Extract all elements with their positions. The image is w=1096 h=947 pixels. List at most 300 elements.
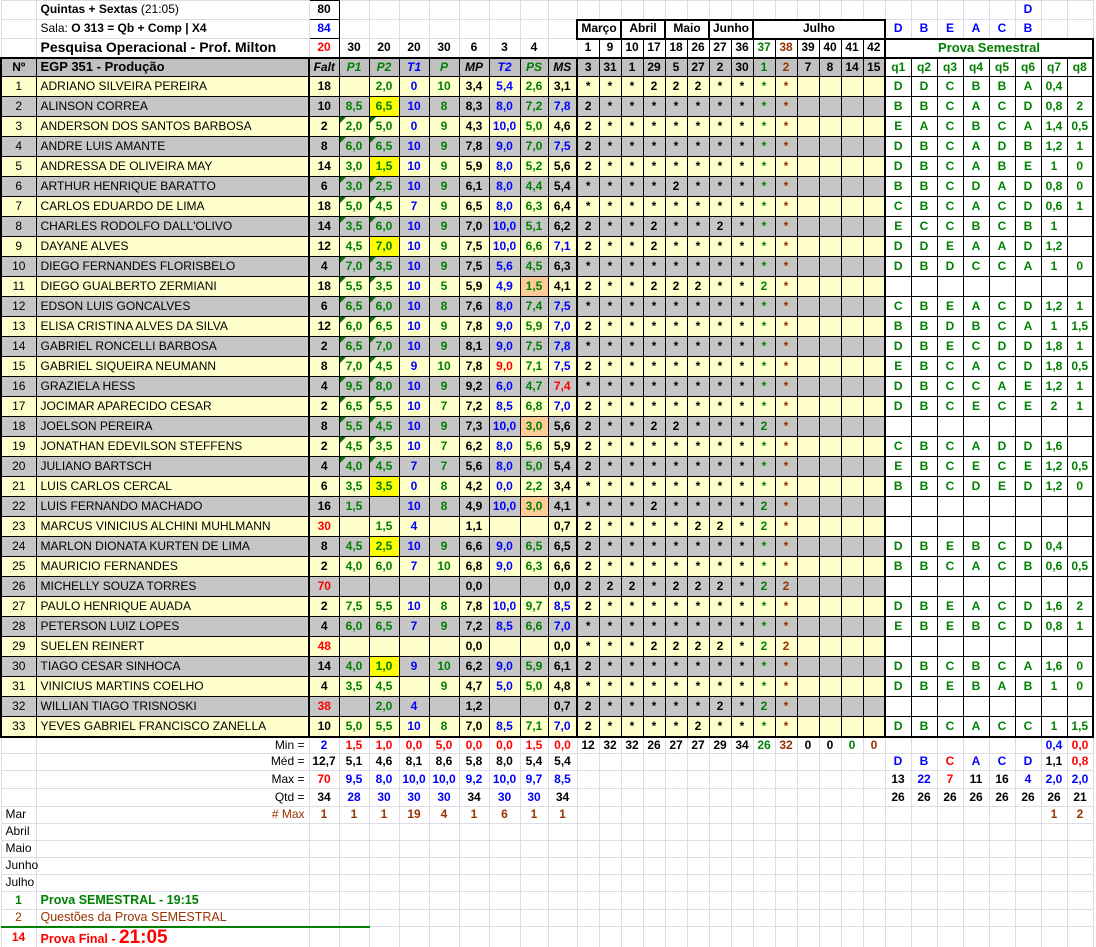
legend-num-questoes[interactable]: 2: [1, 910, 36, 927]
attendance-cell[interactable]: *: [731, 457, 753, 477]
attendance-cell[interactable]: *: [577, 77, 599, 97]
answer-cell-q6[interactable]: D: [1015, 177, 1041, 197]
attendance-cell[interactable]: *: [599, 417, 621, 437]
grade-cell-ps[interactable]: 5,6: [520, 437, 548, 457]
empty-cell[interactable]: [339, 824, 369, 841]
empty-cell[interactable]: [989, 875, 1015, 892]
empty-cell[interactable]: [665, 754, 687, 771]
attendance-cell[interactable]: *: [621, 597, 643, 617]
attendance-cell[interactable]: [841, 357, 863, 377]
weight-cell-t2[interactable]: 3: [489, 39, 520, 58]
attendance-cell[interactable]: 2: [577, 697, 599, 717]
empty-cell[interactable]: [731, 858, 753, 875]
answer-cell-q7[interactable]: [1041, 277, 1067, 297]
week-number-cell[interactable]: 41: [841, 39, 863, 58]
summary-q-qtd[interactable]: 26: [885, 789, 911, 807]
attendance-cell[interactable]: *: [709, 457, 731, 477]
grade-cell-p1[interactable]: [339, 697, 369, 717]
grade-cell-p2[interactable]: 6,5: [369, 617, 399, 637]
empty-cell[interactable]: [989, 841, 1015, 858]
grade-cell-t1[interactable]: 7: [399, 557, 429, 577]
summary-grade-hmax[interactable]: 1: [369, 807, 399, 824]
attendance-cell[interactable]: [841, 477, 863, 497]
grade-cell-ms[interactable]: 4,6: [548, 117, 577, 137]
attendance-cell[interactable]: [841, 157, 863, 177]
empty-cell[interactable]: [369, 927, 399, 947]
grade-cell-t2[interactable]: 9,0: [489, 337, 520, 357]
summary-grade-max[interactable]: 10,0: [399, 771, 429, 789]
answer-cell-q4[interactable]: A: [963, 357, 989, 377]
empty-cell[interactable]: [489, 927, 520, 947]
answer-cell-q2[interactable]: B: [911, 97, 937, 117]
empty-cell[interactable]: [863, 789, 885, 807]
grade-cell-t1[interactable]: 10: [399, 177, 429, 197]
grade-cell-t1[interactable]: 0: [399, 477, 429, 497]
answer-cell-q6[interactable]: A: [1015, 317, 1041, 337]
empty-cell[interactable]: [621, 858, 643, 875]
student-name-cell[interactable]: CHARLES RODOLFO DALL'OLIVO: [36, 217, 309, 237]
empty-cell[interactable]: [753, 841, 775, 858]
schedule-label[interactable]: [36, 1, 309, 20]
grade-cell-p[interactable]: 9: [429, 337, 459, 357]
attendance-cell[interactable]: *: [775, 277, 797, 297]
answer-cell-q2[interactable]: B: [911, 537, 937, 557]
summary-grade-min[interactable]: 0,0: [399, 737, 429, 754]
grade-cell-ms[interactable]: 5,6: [548, 157, 577, 177]
empty-cell[interactable]: [753, 858, 775, 875]
empty-cell[interactable]: [339, 858, 369, 875]
summary-grade-qtd[interactable]: 34: [459, 789, 489, 807]
grade-cell-t1[interactable]: 4: [399, 697, 429, 717]
answer-cell-q5[interactable]: C: [989, 257, 1015, 277]
col-header-ms[interactable]: MS: [548, 58, 577, 77]
attendance-cell[interactable]: [863, 617, 885, 637]
summary-grade-hmax[interactable]: 1: [520, 807, 548, 824]
grade-cell-t1[interactable]: 10: [399, 397, 429, 417]
grade-cell-p2[interactable]: 1,5: [369, 517, 399, 537]
grade-cell-p[interactable]: 9: [429, 257, 459, 277]
attendance-cell[interactable]: [863, 217, 885, 237]
grade-cell-ps[interactable]: 5,2: [520, 157, 548, 177]
empty-cell[interactable]: [863, 910, 885, 927]
empty-cell[interactable]: [841, 807, 863, 824]
empty-cell[interactable]: [709, 841, 731, 858]
attendance-cell[interactable]: 2: [687, 517, 709, 537]
answer-cell-q5[interactable]: B: [989, 157, 1015, 177]
answer-cell-q8[interactable]: 2: [1067, 97, 1093, 117]
grade-cell-ms[interactable]: 7,0: [548, 317, 577, 337]
grade-cell-t2[interactable]: [489, 697, 520, 717]
answer-cell-q1[interactable]: B: [885, 177, 911, 197]
summary-q-min[interactable]: [911, 737, 937, 754]
attendance-cell[interactable]: *: [643, 97, 665, 117]
attendance-cell[interactable]: *: [731, 517, 753, 537]
grade-cell-p1[interactable]: 6,0: [339, 137, 369, 157]
attendance-cell[interactable]: 2: [577, 237, 599, 257]
attendance-cell[interactable]: *: [599, 257, 621, 277]
answer-cell-q6[interactable]: D: [1015, 617, 1041, 637]
empty-cell[interactable]: [709, 789, 731, 807]
answer-cell-q3[interactable]: C: [937, 117, 963, 137]
grade-cell-mp[interactable]: 7,8: [459, 357, 489, 377]
summary-q-max[interactable]: 11: [963, 771, 989, 789]
attendance-cell[interactable]: *: [621, 137, 643, 157]
attendance-cell[interactable]: [819, 617, 841, 637]
attendance-cell[interactable]: [841, 237, 863, 257]
answer-cell-q7[interactable]: [1041, 517, 1067, 537]
empty-cell[interactable]: [665, 927, 687, 947]
summary-q-qtd[interactable]: 26: [1015, 789, 1041, 807]
answer-cell-q3[interactable]: C: [937, 397, 963, 417]
grade-cell-t2[interactable]: 9,0: [489, 537, 520, 557]
answer-cell-q5[interactable]: C: [989, 557, 1015, 577]
attendance-cell[interactable]: *: [665, 237, 687, 257]
col-header-p2[interactable]: P2: [369, 58, 399, 77]
empty-cell[interactable]: [399, 927, 429, 947]
grade-cell-t1[interactable]: 10: [399, 317, 429, 337]
empty-cell[interactable]: [989, 927, 1015, 947]
week-number-cell[interactable]: 37: [753, 39, 775, 58]
empty-cell[interactable]: [797, 841, 819, 858]
row-number-cell[interactable]: 29: [1, 637, 36, 657]
attendance-cell[interactable]: *: [709, 77, 731, 97]
student-name-cell[interactable]: TIAGO CESAR SINHOCA: [36, 657, 309, 677]
grade-cell-mp[interactable]: 4,7: [459, 677, 489, 697]
student-name-cell[interactable]: LUIS FERNANDO MACHADO: [36, 497, 309, 517]
answer-cell-q7[interactable]: 0,8: [1041, 97, 1067, 117]
attendance-cell[interactable]: [863, 77, 885, 97]
attendance-cell[interactable]: *: [775, 657, 797, 677]
answer-cell-q1[interactable]: E: [885, 117, 911, 137]
attendance-cell[interactable]: 2: [687, 637, 709, 657]
empty-cell[interactable]: [577, 754, 599, 771]
summary-q-min[interactable]: [885, 737, 911, 754]
attendance-cell[interactable]: *: [621, 277, 643, 297]
answer-cell-q1[interactable]: D: [885, 137, 911, 157]
attendance-cell[interactable]: *: [731, 577, 753, 597]
answer-cell-q5[interactable]: C: [989, 397, 1015, 417]
empty-cell[interactable]: [687, 1, 709, 20]
row-number-cell[interactable]: 19: [1, 437, 36, 457]
attendance-cell[interactable]: *: [753, 437, 775, 457]
grade-cell-t2[interactable]: 8,5: [489, 397, 520, 417]
empty-cell[interactable]: [731, 892, 753, 910]
answer-cell-q3[interactable]: D: [937, 257, 963, 277]
answer-cell-q1[interactable]: D: [885, 257, 911, 277]
attendance-cell[interactable]: *: [731, 357, 753, 377]
grade-cell-p2[interactable]: 4,5: [369, 457, 399, 477]
answer-cell-q7[interactable]: 1,2: [1041, 237, 1067, 257]
attendance-cell[interactable]: *: [775, 117, 797, 137]
grade-cell-t1[interactable]: [399, 677, 429, 697]
attendance-cell[interactable]: [797, 577, 819, 597]
grade-cell-t2[interactable]: 10,0: [489, 117, 520, 137]
attendance-cell[interactable]: *: [577, 377, 599, 397]
answer-cell-q5[interactable]: C: [989, 457, 1015, 477]
grade-cell-ms[interactable]: 4,8: [548, 677, 577, 697]
col-header-date[interactable]: 2: [775, 58, 797, 77]
answer-cell-q8[interactable]: 1: [1067, 297, 1093, 317]
attendance-cell[interactable]: *: [709, 437, 731, 457]
answer-cell-q8[interactable]: [1067, 277, 1093, 297]
answer-key-q8[interactable]: [1067, 20, 1093, 39]
empty-cell[interactable]: [687, 807, 709, 824]
empty-cell[interactable]: [1015, 875, 1041, 892]
answer-key-q1[interactable]: D: [885, 20, 911, 39]
student-name-cell[interactable]: MARLON DIONATA KURTEN DE LIMA: [36, 537, 309, 557]
weight-cell-p1[interactable]: 30: [339, 39, 369, 58]
student-name-cell[interactable]: MAURICIO FERNANDES: [36, 557, 309, 577]
empty-cell[interactable]: [621, 841, 643, 858]
empty-cell[interactable]: [309, 892, 339, 910]
attendance-cell[interactable]: [819, 517, 841, 537]
answer-cell-q3[interactable]: [937, 577, 963, 597]
attendance-cell[interactable]: *: [731, 477, 753, 497]
answer-cell-q7[interactable]: 1,6: [1041, 657, 1067, 677]
attendance-cell[interactable]: [841, 397, 863, 417]
answer-cell-q4[interactable]: B: [963, 217, 989, 237]
answer-cell-q6[interactable]: D: [1015, 477, 1041, 497]
answer-cell-q5[interactable]: [989, 497, 1015, 517]
empty-cell[interactable]: [599, 1, 621, 20]
empty-cell[interactable]: [819, 771, 841, 789]
empty-cell[interactable]: [709, 927, 731, 947]
attendance-cell[interactable]: *: [709, 397, 731, 417]
empty-cell[interactable]: [841, 771, 863, 789]
col-header-date[interactable]: 1: [621, 58, 643, 77]
grade-cell-ms[interactable]: 7,8: [548, 337, 577, 357]
attendance-cell[interactable]: 2: [577, 317, 599, 337]
grade-cell-p[interactable]: 9: [429, 317, 459, 337]
answer-cell-q1[interactable]: D: [885, 377, 911, 397]
empty-cell[interactable]: [911, 927, 937, 947]
attendance-cell[interactable]: *: [775, 477, 797, 497]
summary-attendance-min[interactable]: 26: [643, 737, 665, 754]
attendance-cell[interactable]: *: [643, 437, 665, 457]
weight-cell-p[interactable]: 30: [429, 39, 459, 58]
summary-grade-qtd[interactable]: 34: [548, 789, 577, 807]
answer-cell-q2[interactable]: B: [911, 717, 937, 737]
grade-cell-mp[interactable]: 5,9: [459, 157, 489, 177]
grade-cell-t1[interactable]: 10: [399, 297, 429, 317]
answer-cell-q5[interactable]: [989, 277, 1015, 297]
col-header-num[interactable]: Nº: [1, 58, 36, 77]
attendance-cell[interactable]: *: [643, 357, 665, 377]
empty-cell[interactable]: [1067, 910, 1093, 927]
answer-cell-q4[interactable]: A: [963, 237, 989, 257]
empty-cell[interactable]: [599, 892, 621, 910]
grade-cell-p1[interactable]: 4,5: [339, 237, 369, 257]
grade-cell-ms[interactable]: 7,0: [548, 717, 577, 737]
empty-cell[interactable]: [577, 858, 599, 875]
attendance-cell[interactable]: *: [621, 197, 643, 217]
answer-cell-q3[interactable]: C: [937, 217, 963, 237]
answer-cell-q2[interactable]: B: [911, 677, 937, 697]
attendance-cell[interactable]: *: [687, 117, 709, 137]
empty-cell[interactable]: [753, 927, 775, 947]
answer-cell-q8[interactable]: 2: [1067, 597, 1093, 617]
grade-cell-p[interactable]: 8: [429, 597, 459, 617]
attendance-cell[interactable]: [841, 257, 863, 277]
summary-label-qtd[interactable]: Qtd =: [36, 789, 309, 807]
grade-cell-ps[interactable]: 7,2: [520, 97, 548, 117]
answer-cell-q3[interactable]: C: [937, 657, 963, 677]
attendance-cell[interactable]: 2: [643, 77, 665, 97]
answer-cell-q3[interactable]: E: [937, 537, 963, 557]
attendance-cell[interactable]: [841, 677, 863, 697]
attendance-cell[interactable]: [819, 97, 841, 117]
grade-cell-ms[interactable]: 8,5: [548, 597, 577, 617]
empty-cell[interactable]: [989, 1, 1015, 20]
grade-cell-ps[interactable]: 6,5: [520, 537, 548, 557]
empty-cell[interactable]: [339, 875, 369, 892]
grade-cell-ps[interactable]: 6,3: [520, 557, 548, 577]
attendance-cell[interactable]: *: [731, 557, 753, 577]
grade-cell-p1[interactable]: 4,0: [339, 657, 369, 677]
student-name-cell[interactable]: ANDRE LUIS AMANTE: [36, 137, 309, 157]
answer-cell-q4[interactable]: D: [963, 477, 989, 497]
student-name-cell[interactable]: JOELSON PEREIRA: [36, 417, 309, 437]
attendance-cell[interactable]: *: [775, 417, 797, 437]
empty-cell[interactable]: [1, 789, 36, 807]
attendance-cell[interactable]: *: [621, 97, 643, 117]
empty-cell[interactable]: [643, 927, 665, 947]
answer-cell-q6[interactable]: B: [1015, 557, 1041, 577]
empty-cell[interactable]: [841, 875, 863, 892]
row-number-cell[interactable]: 10: [1, 257, 36, 277]
student-name-cell[interactable]: ARTHUR HENRIQUE BARATTO: [36, 177, 309, 197]
answer-cell-q3[interactable]: E: [937, 677, 963, 697]
attendance-cell[interactable]: *: [709, 337, 731, 357]
falt-cell[interactable]: 4: [309, 457, 339, 477]
attendance-cell[interactable]: *: [775, 437, 797, 457]
attendance-cell[interactable]: *: [753, 257, 775, 277]
empty-cell[interactable]: [520, 892, 548, 910]
attendance-cell[interactable]: *: [687, 157, 709, 177]
attendance-cell[interactable]: *: [621, 217, 643, 237]
answer-cell-q6[interactable]: C: [1015, 717, 1041, 737]
grade-cell-mp[interactable]: 6,2: [459, 437, 489, 457]
attendance-cell[interactable]: *: [643, 537, 665, 557]
empty-cell[interactable]: [399, 20, 429, 39]
attendance-cell[interactable]: [819, 537, 841, 557]
summary-q-med[interactable]: C: [989, 754, 1015, 771]
attendance-cell[interactable]: *: [621, 657, 643, 677]
empty-cell[interactable]: [963, 841, 989, 858]
grade-cell-ps[interactable]: 6,6: [520, 237, 548, 257]
empty-cell[interactable]: [885, 910, 911, 927]
grade-cell-t1[interactable]: 10: [399, 597, 429, 617]
student-name-cell[interactable]: WILLIAN TIAGO TRISNOSKI: [36, 697, 309, 717]
answer-cell-q1[interactable]: D: [885, 77, 911, 97]
answer-cell-q2[interactable]: D: [911, 77, 937, 97]
attendance-cell[interactable]: [841, 457, 863, 477]
attendance-cell[interactable]: 2: [577, 137, 599, 157]
answer-cell-q4[interactable]: B: [963, 657, 989, 677]
answer-cell-q5[interactable]: C: [989, 117, 1015, 137]
attendance-cell[interactable]: 2: [665, 577, 687, 597]
summary-q-med[interactable]: 0,8: [1067, 754, 1093, 771]
attendance-cell[interactable]: *: [709, 497, 731, 517]
empty-cell[interactable]: [36, 875, 309, 892]
empty-cell[interactable]: [775, 910, 797, 927]
grade-cell-p[interactable]: 10: [429, 657, 459, 677]
attendance-cell[interactable]: *: [753, 677, 775, 697]
attendance-cell[interactable]: 2: [577, 537, 599, 557]
grade-cell-ps[interactable]: 1,5: [520, 277, 548, 297]
falt-cell[interactable]: 48: [309, 637, 339, 657]
attendance-cell[interactable]: [797, 177, 819, 197]
grade-cell-ms[interactable]: 7,1: [548, 237, 577, 257]
answer-cell-q5[interactable]: A: [989, 177, 1015, 197]
empty-cell[interactable]: [937, 927, 963, 947]
empty-cell[interactable]: [863, 807, 885, 824]
empty-cell[interactable]: [309, 858, 339, 875]
attendance-cell[interactable]: *: [775, 257, 797, 277]
empty-cell[interactable]: [459, 858, 489, 875]
grade-cell-mp[interactable]: 6,1: [459, 177, 489, 197]
col-header-date[interactable]: 14: [841, 58, 863, 77]
answer-cell-q5[interactable]: [989, 577, 1015, 597]
answer-cell-q5[interactable]: C: [989, 597, 1015, 617]
empty-cell[interactable]: [520, 910, 548, 927]
empty-cell[interactable]: [731, 807, 753, 824]
grade-cell-p[interactable]: 9: [429, 677, 459, 697]
attendance-cell[interactable]: [819, 437, 841, 457]
empty-cell[interactable]: [339, 841, 369, 858]
empty-cell[interactable]: [399, 910, 429, 927]
empty-cell[interactable]: [599, 771, 621, 789]
grade-cell-t1[interactable]: 10: [399, 437, 429, 457]
summary-grade-max[interactable]: 8,5: [548, 771, 577, 789]
col-header-t2[interactable]: T2: [489, 58, 520, 77]
empty-cell[interactable]: [709, 875, 731, 892]
attendance-cell[interactable]: 2: [709, 517, 731, 537]
row-number-cell[interactable]: 13: [1, 317, 36, 337]
answer-cell-q7[interactable]: [1041, 637, 1067, 657]
answer-cell-q5[interactable]: C: [989, 217, 1015, 237]
grade-cell-p[interactable]: 9: [429, 177, 459, 197]
empty-cell[interactable]: [577, 841, 599, 858]
attendance-cell[interactable]: *: [665, 337, 687, 357]
empty-cell[interactable]: [1067, 927, 1093, 947]
grade-cell-p2[interactable]: 6,5: [369, 317, 399, 337]
attendance-cell[interactable]: *: [643, 117, 665, 137]
attendance-cell[interactable]: 2: [643, 637, 665, 657]
falt-cell[interactable]: 12: [309, 317, 339, 337]
empty-cell[interactable]: [1, 771, 36, 789]
attendance-cell[interactable]: *: [643, 137, 665, 157]
attendance-cell[interactable]: *: [621, 497, 643, 517]
attendance-cell[interactable]: *: [577, 177, 599, 197]
empty-cell[interactable]: [731, 754, 753, 771]
falt-cell[interactable]: 4: [309, 677, 339, 697]
attendance-cell[interactable]: [841, 537, 863, 557]
answer-cell-q1[interactable]: C: [885, 297, 911, 317]
falt-cell[interactable]: 8: [309, 537, 339, 557]
summary-q-max[interactable]: 7: [937, 771, 963, 789]
attendance-cell[interactable]: *: [687, 257, 709, 277]
attendance-cell[interactable]: *: [753, 217, 775, 237]
empty-cell[interactable]: [819, 807, 841, 824]
falt-cell[interactable]: 10: [309, 717, 339, 737]
falt-cell[interactable]: 14: [309, 217, 339, 237]
empty-cell[interactable]: [709, 858, 731, 875]
grade-cell-p2[interactable]: [369, 497, 399, 517]
summary-label-min[interactable]: Min =: [36, 737, 309, 754]
answer-cell-q1[interactable]: [885, 497, 911, 517]
summary-q-min[interactable]: [963, 737, 989, 754]
